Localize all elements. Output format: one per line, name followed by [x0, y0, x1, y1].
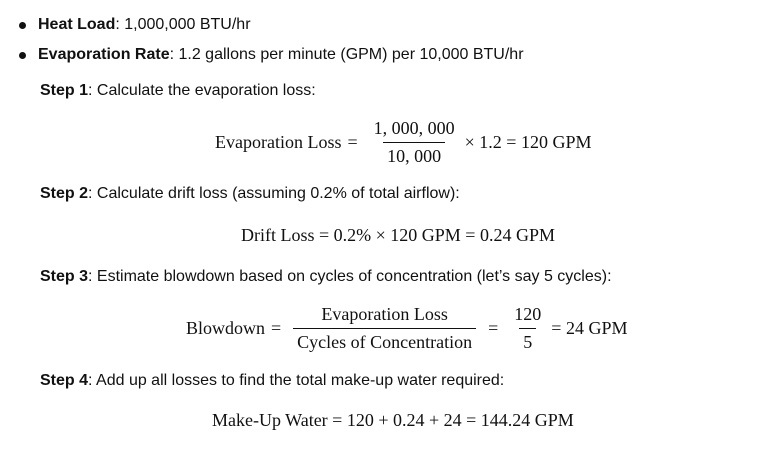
equation-drift-loss: [241, 225, 555, 246]
equation-lhs: Evaporation Loss: [215, 132, 342, 152]
fraction: [510, 304, 545, 353]
equation-blowdown: [186, 304, 627, 353]
fraction: [370, 118, 459, 167]
equals-sign: =: [347, 132, 358, 152]
denominator: 10, 000: [383, 142, 445, 167]
equals-sign: =: [488, 318, 499, 338]
bullet-dot-icon: [19, 52, 26, 59]
equation-text: Make-Up Water = 120 + 0.24 + 24 = 144.24 GPM: [212, 410, 574, 430]
bullet-evaporation-rate: [19, 46, 524, 64]
numerator: Evaporation Loss: [321, 304, 448, 324]
step-text: : Calculate the evaporation loss:: [88, 82, 316, 99]
step-label: Step 2: [40, 185, 89, 202]
step-2: [40, 185, 460, 203]
step-4: [40, 372, 504, 390]
step-label: Step 4: [40, 372, 89, 389]
denominator: Cycles of Concentration: [293, 328, 476, 353]
bullet-label: Heat Load: [38, 16, 116, 33]
equation-lhs: Blowdown: [186, 318, 266, 338]
equation-text: Drift Loss = 0.2% × 120 GPM = 0.24 GPM: [241, 225, 555, 245]
numerator: 120: [514, 304, 542, 324]
equation-evaporation-loss: [215, 118, 591, 167]
bullet-heat-load: [19, 16, 251, 34]
equation-make-up-water: [212, 410, 574, 431]
step-text: : Add up all losses to find the total make-up water required:: [88, 372, 505, 389]
step-label: Step 3: [40, 268, 89, 285]
step-3: [40, 268, 612, 286]
equation-rest: = 24 GPM: [551, 318, 628, 338]
equation-rest: × 1.2 = 120 GPM: [464, 132, 592, 152]
equals-sign: =: [271, 318, 282, 338]
bullet-label: Evaporation Rate: [38, 46, 170, 63]
step-text: : Estimate blowdown based on cycles of concentration (let’s say 5 cycles):: [88, 268, 612, 285]
numerator: 1, 000, 000: [373, 118, 455, 138]
step-1: [40, 82, 316, 100]
step-label: Step 1: [40, 82, 89, 99]
bullet-dot-icon: [19, 22, 26, 29]
denominator: 5: [519, 328, 536, 353]
step-text: : Calculate drift loss (assuming 0.2% of total airflow):: [88, 185, 460, 202]
fraction: [293, 304, 476, 353]
bullet-text: : 1,000,000 BTU/hr: [115, 16, 251, 33]
bullet-text: : 1.2 gallons per minute (GPM) per 10,000 BTU/hr: [169, 46, 524, 63]
